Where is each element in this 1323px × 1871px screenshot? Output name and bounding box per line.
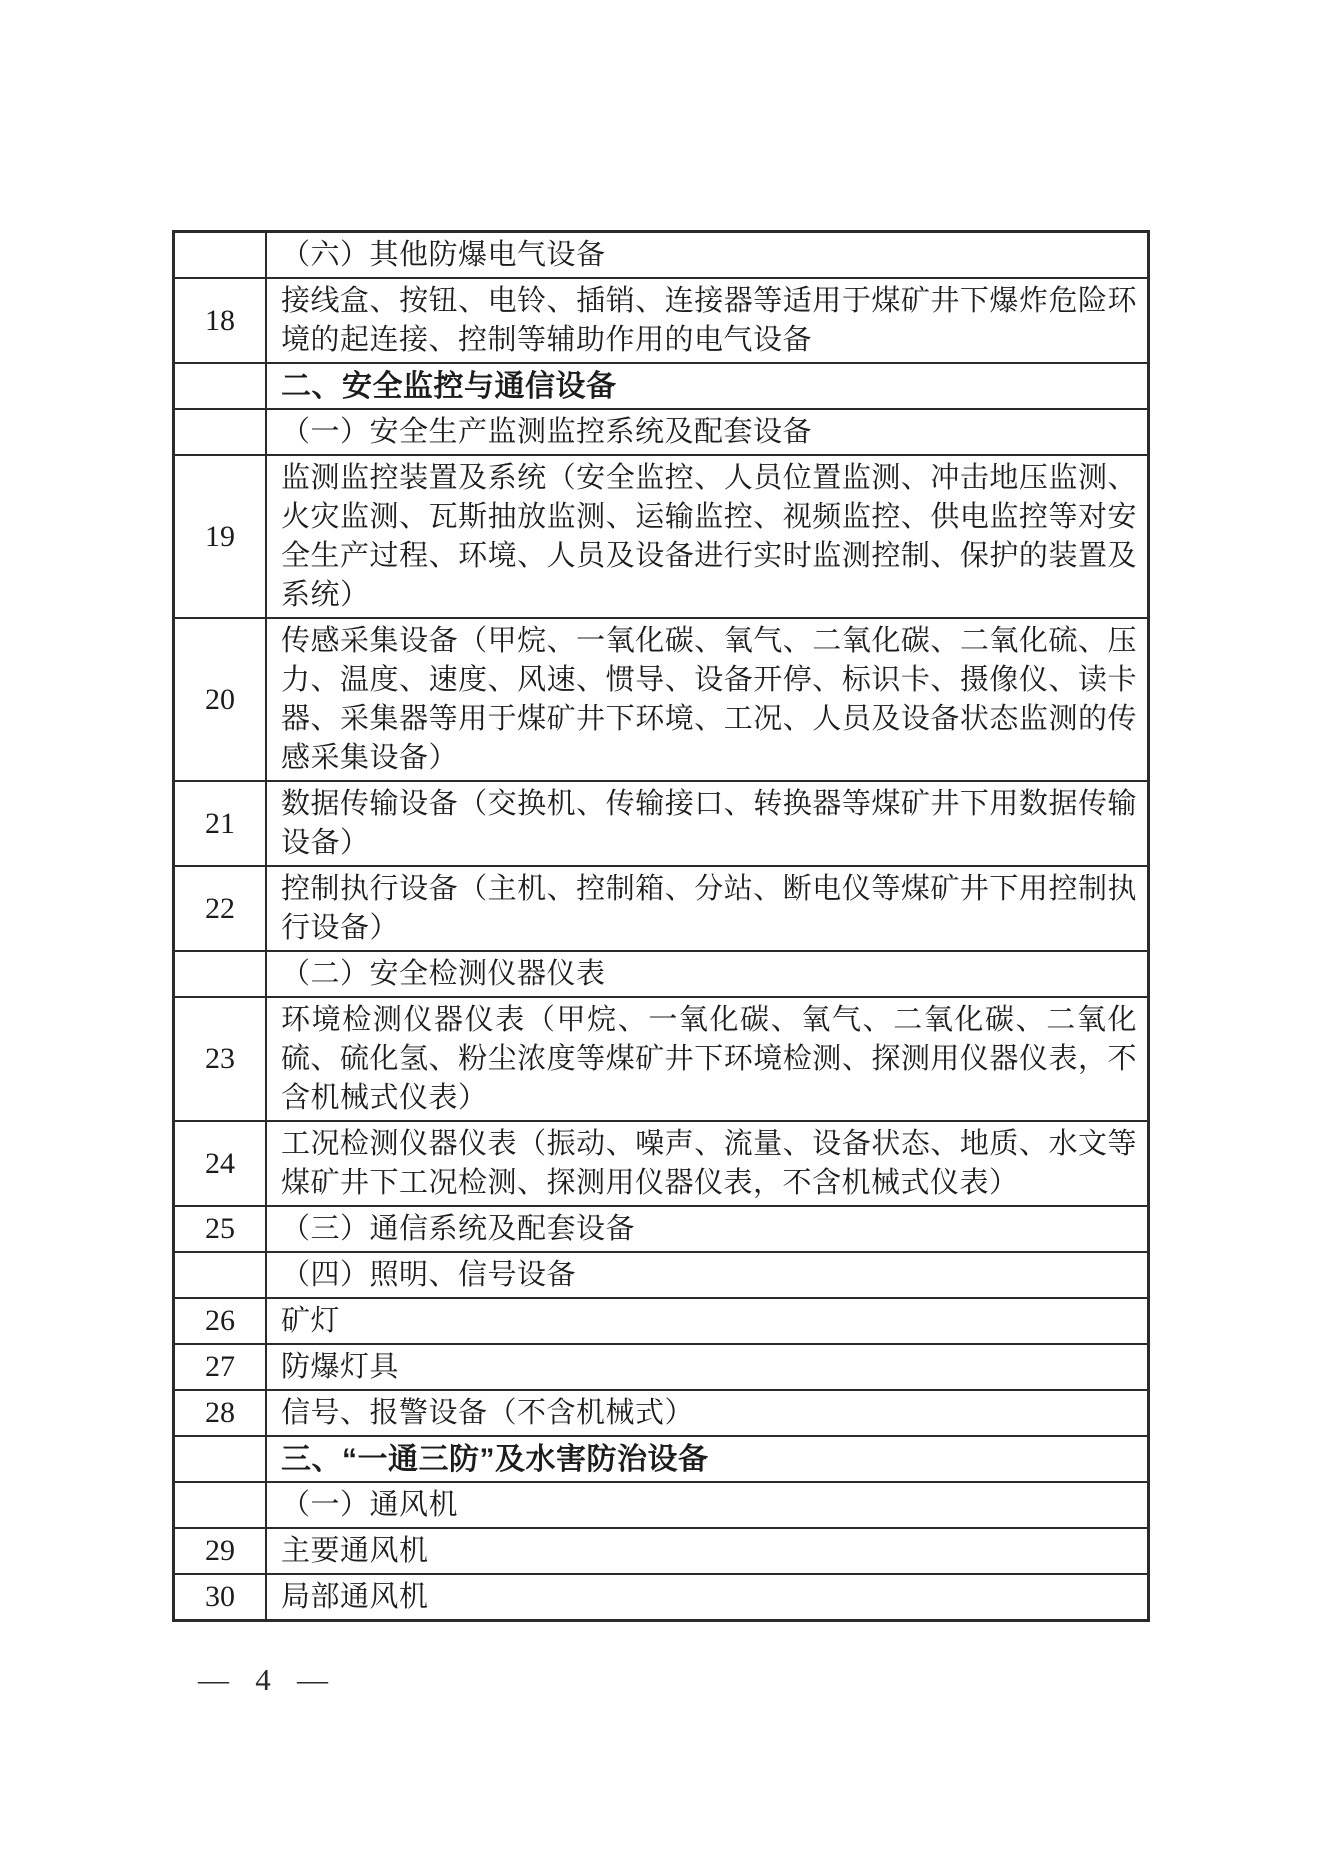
row-text: 传感采集设备（甲烷、一氧化碳、氧气、二氧化碳、二氧化硫、压力、温度、速度、风速、惯导、设备开停、标识卡、摄像仪、读卡器、采集器等用于煤矿井下环境、工况、人员及设备状态监测的传感采集设备） — [281, 624, 1137, 774]
row-number: 18 — [175, 279, 267, 362]
row-number — [175, 952, 267, 996]
row-number: 27 — [175, 1345, 267, 1389]
row-text: 信号、报警设备（不含机械式） — [281, 1396, 695, 1429]
row-text: （一）安全生产监测监控系统及配套设备 — [281, 415, 813, 448]
row-text: 二、安全监控与通信设备 — [281, 369, 617, 403]
table-row — [175, 1527, 1147, 1573]
table-row — [175, 454, 1147, 617]
page-number: 4 — [255, 1662, 271, 1697]
row-text: 环境检测仪器仪表（甲烷、一氧化碳、氧气、二氧化碳、二氧化硫、硫化氢、粉尘浓度等煤矿井下环境检测、探测用仪器仪表，不含机械式仪表） — [281, 1003, 1137, 1114]
equipment-table — [172, 230, 1150, 1622]
table-row — [175, 1120, 1147, 1205]
table-row — [175, 233, 1147, 277]
row-text: 防爆灯具 — [281, 1350, 400, 1383]
row-number: 26 — [175, 1299, 267, 1343]
table-row-section-header — [175, 362, 1147, 408]
row-number — [175, 1437, 267, 1481]
row-number — [175, 410, 267, 454]
row-number: 19 — [175, 456, 267, 617]
row-number: 30 — [175, 1575, 267, 1619]
row-text: （六）其他防爆电气设备 — [281, 238, 606, 271]
row-text: 数据传输设备（交换机、传输接口、转换器等煤矿井下用数据传输设备） — [281, 787, 1137, 859]
row-number: 22 — [175, 867, 267, 950]
table-row — [175, 996, 1147, 1120]
row-text: 工况检测仪器仪表（振动、噪声、流量、设备状态、地质、水文等煤矿井下工况检测、探测用仪器仪表，不含机械式仪表） — [281, 1127, 1137, 1199]
footer-left-dash: — — [198, 1662, 229, 1697]
table-row — [175, 1297, 1147, 1343]
table-row — [175, 277, 1147, 362]
row-number: 23 — [175, 998, 267, 1120]
table-row — [175, 1343, 1147, 1389]
row-number: 29 — [175, 1529, 267, 1573]
row-text: 监测监控装置及系统（安全监控、人员位置监测、冲击地压监测、火灾监测、瓦斯抽放监测、运输监控、视频监控、供电监控等对安全生产过程、环境、人员及设备进行实时监测控制、保护的装置及系统） — [281, 461, 1137, 611]
table-row — [175, 780, 1147, 865]
table-row — [175, 1389, 1147, 1435]
row-text: （三）通信系统及配套设备 — [281, 1212, 636, 1245]
table-row — [175, 1481, 1147, 1527]
row-number — [175, 364, 267, 408]
table-row — [175, 617, 1147, 780]
row-text: 接线盒、按钮、电铃、插销、连接器等适用于煤矿井下爆炸危险环境的起连接、控制等辅助作用的电气设备 — [281, 284, 1137, 356]
row-text: （一）通风机 — [281, 1488, 459, 1521]
table-row — [175, 408, 1147, 454]
row-text: 主要通风机 — [281, 1534, 429, 1567]
row-number — [175, 1253, 267, 1297]
row-text: （四）照明、信号设备 — [281, 1258, 577, 1291]
table-row — [175, 865, 1147, 950]
table-row — [175, 1251, 1147, 1297]
footer-right-dash: — — [297, 1662, 328, 1697]
page-footer — [198, 1662, 328, 1698]
table-row — [175, 1573, 1147, 1619]
row-text: 矿灯 — [281, 1304, 341, 1337]
table-row — [175, 950, 1147, 996]
table-row-section-header — [175, 1435, 1147, 1481]
row-number: 24 — [175, 1122, 267, 1205]
row-number: 28 — [175, 1391, 267, 1435]
row-number — [175, 1483, 267, 1527]
table-row — [175, 1205, 1147, 1251]
row-number: 21 — [175, 782, 267, 865]
row-number: 25 — [175, 1207, 267, 1251]
row-text: 三、“一通三防”及水害防治设备 — [281, 1442, 709, 1476]
row-number: 20 — [175, 619, 267, 780]
row-text: 局部通风机 — [281, 1580, 429, 1613]
row-text: 控制执行设备（主机、控制箱、分站、断电仪等煤矿井下用控制执行设备） — [281, 872, 1137, 944]
row-text: （二）安全检测仪器仪表 — [281, 957, 606, 990]
row-number — [175, 233, 267, 277]
